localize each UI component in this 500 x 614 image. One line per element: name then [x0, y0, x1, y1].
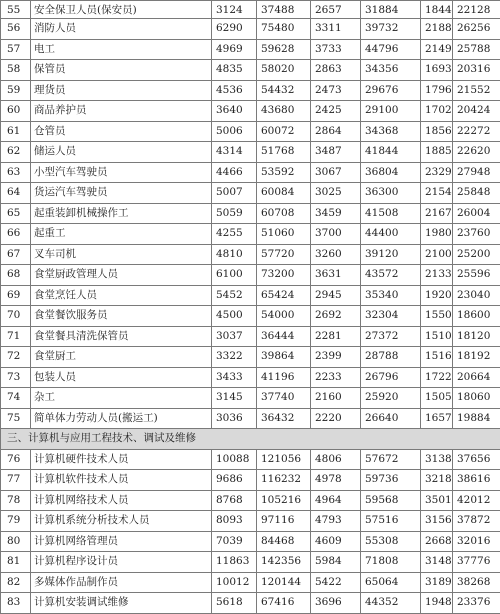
wage-value-cell: 18060 — [453, 388, 500, 409]
wage-value-cell: 5618 — [212, 593, 257, 614]
occupation-name: 货运汽车驾驶员 — [31, 183, 212, 204]
wage-value-cell: 3037 — [212, 326, 257, 347]
wage-value-cell: 120144 — [257, 572, 311, 593]
wage-value-cell: 25596 — [453, 265, 500, 286]
row-number: 77 — [1, 470, 31, 491]
table-row — [1, 449, 500, 470]
wage-value-cell: 25788 — [453, 39, 500, 60]
wage-value-cell: 1856 — [421, 121, 453, 142]
wage-value-cell: 3218 — [421, 470, 453, 491]
occupation-name: 简单体力劳动人员(搬运工) — [31, 408, 212, 429]
wage-value-cell: 55308 — [361, 531, 421, 552]
wage-value-cell: 2220 — [311, 408, 361, 429]
wage-value-cell: 3036 — [212, 408, 257, 429]
wage-value-cell: 3733 — [311, 39, 361, 60]
row-number: 59 — [1, 80, 31, 101]
wage-value-cell: 57516 — [361, 511, 421, 532]
wage-value-cell: 2473 — [311, 80, 361, 101]
row-number: 75 — [1, 408, 31, 429]
table-row — [1, 285, 500, 306]
wage-value-cell: 42012 — [453, 490, 500, 511]
wage-value-cell: 67416 — [257, 593, 311, 614]
wage-value-cell: 2167 — [421, 203, 453, 224]
wage-value-cell: 3696 — [311, 593, 361, 614]
row-number: 66 — [1, 224, 31, 245]
wage-value-cell: 39120 — [361, 244, 421, 265]
occupation-name: 多媒体作品制作员 — [31, 572, 212, 593]
wage-value-cell: 60072 — [257, 121, 311, 142]
wage-value-cell: 35340 — [361, 285, 421, 306]
table-row — [1, 531, 500, 552]
wage-value-cell: 4609 — [311, 531, 361, 552]
occupation-name: 储运人员 — [31, 142, 212, 163]
section-header — [1, 429, 500, 450]
wage-value-cell: 57720 — [257, 244, 311, 265]
wage-value-cell: 1505 — [421, 388, 453, 409]
wage-value-cell: 58020 — [257, 60, 311, 81]
wage-value-cell: 4969 — [212, 39, 257, 60]
wage-value-cell: 26004 — [453, 203, 500, 224]
occupation-name: 食堂厨政管理人员 — [31, 265, 212, 286]
wage-value-cell: 25200 — [453, 244, 500, 265]
occupation-name: 计算机网络管理员 — [31, 531, 212, 552]
wage-value-cell: 5984 — [311, 552, 361, 573]
wage-value-cell: 3631 — [311, 265, 361, 286]
wage-value-cell: 41508 — [361, 203, 421, 224]
wage-value-cell: 65424 — [257, 285, 311, 306]
wage-value-cell: 2160 — [311, 388, 361, 409]
wage-value-cell: 7039 — [212, 531, 257, 552]
wage-value-cell: 21552 — [453, 80, 500, 101]
wage-value-cell: 6100 — [212, 265, 257, 286]
wage-value-cell: 3124 — [212, 1, 257, 19]
wage-value-cell: 44400 — [361, 224, 421, 245]
occupation-name: 电工 — [31, 39, 212, 60]
row-number: 83 — [1, 593, 31, 614]
wage-value-cell: 43572 — [361, 265, 421, 286]
wage-value-cell: 26640 — [361, 408, 421, 429]
wage-value-cell: 54432 — [257, 80, 311, 101]
occupation-name: 包装人员 — [31, 367, 212, 388]
table-row — [1, 511, 500, 532]
wage-value-cell: 5007 — [212, 183, 257, 204]
table-row — [1, 408, 500, 429]
wage-value-cell: 1844 — [421, 1, 453, 19]
table-row — [1, 39, 500, 60]
table-row — [1, 60, 500, 81]
wage-value-cell: 1980 — [421, 224, 453, 245]
wage-value-cell: 3640 — [212, 101, 257, 122]
wage-value-cell: 26256 — [453, 19, 500, 40]
wage-value-cell: 3148 — [421, 552, 453, 573]
section-title: 三、计算机与应用工程技术、调试及维修 — [1, 429, 500, 450]
wage-value-cell: 1550 — [421, 306, 453, 327]
wage-value-cell: 32016 — [453, 531, 500, 552]
row-number: 73 — [1, 367, 31, 388]
wage-value-cell: 53592 — [257, 162, 311, 183]
wage-value-cell: 11863 — [212, 552, 257, 573]
row-number: 71 — [1, 326, 31, 347]
wage-value-cell: 25848 — [453, 183, 500, 204]
wage-value-cell: 27948 — [453, 162, 500, 183]
table-row — [1, 470, 500, 491]
row-number: 81 — [1, 552, 31, 573]
wage-value-cell: 3459 — [311, 203, 361, 224]
table-row — [1, 306, 500, 327]
wage-value-cell: 27372 — [361, 326, 421, 347]
wage-value-cell: 5006 — [212, 121, 257, 142]
wage-value-cell: 23040 — [453, 285, 500, 306]
occupation-name: 小型汽车驾驶员 — [31, 162, 212, 183]
wage-value-cell: 41844 — [361, 142, 421, 163]
wage-value-cell: 5452 — [212, 285, 257, 306]
row-number: 62 — [1, 142, 31, 163]
occupation-name: 食堂烹饪人员 — [31, 285, 212, 306]
wage-value-cell: 8768 — [212, 490, 257, 511]
wage-value-cell: 22128 — [453, 1, 500, 19]
wage-value-cell: 26796 — [361, 367, 421, 388]
wage-value-cell: 51768 — [257, 142, 311, 163]
wage-value-cell: 2945 — [311, 285, 361, 306]
occupation-name: 消防人员 — [31, 19, 212, 40]
table-row — [1, 203, 500, 224]
wage-value-cell: 1516 — [421, 347, 453, 368]
wage-value-cell: 2668 — [421, 531, 453, 552]
wage-value-cell: 36444 — [257, 326, 311, 347]
row-number: 79 — [1, 511, 31, 532]
wage-value-cell: 38616 — [453, 470, 500, 491]
wage-value-cell: 60084 — [257, 183, 311, 204]
row-number: 60 — [1, 101, 31, 122]
wage-value-cell: 4500 — [212, 306, 257, 327]
wage-value-cell: 4964 — [311, 490, 361, 511]
wage-value-cell: 142356 — [257, 552, 311, 573]
wage-value-cell: 37488 — [257, 1, 311, 19]
occupation-name: 计算机程序设计员 — [31, 552, 212, 573]
wage-value-cell: 65064 — [361, 572, 421, 593]
table-row — [1, 572, 500, 593]
wage-value-cell: 36804 — [361, 162, 421, 183]
wage-value-cell: 43680 — [257, 101, 311, 122]
wage-value-cell: 2133 — [421, 265, 453, 286]
wage-value-cell: 3025 — [311, 183, 361, 204]
row-number: 64 — [1, 183, 31, 204]
row-number: 67 — [1, 244, 31, 265]
table-row — [1, 593, 500, 614]
wage-value-cell: 2188 — [421, 19, 453, 40]
wage-value-cell: 6290 — [212, 19, 257, 40]
occupation-name: 食堂厨工 — [31, 347, 212, 368]
row-number: 80 — [1, 531, 31, 552]
wage-value-cell: 23760 — [453, 224, 500, 245]
wage-value-cell: 3700 — [311, 224, 361, 245]
table-row — [1, 1, 500, 19]
wage-value-cell: 18192 — [453, 347, 500, 368]
wage-value-cell: 2233 — [311, 367, 361, 388]
wage-value-cell: 44796 — [361, 39, 421, 60]
wage-value-cell: 2100 — [421, 244, 453, 265]
wage-value-cell: 37776 — [453, 552, 500, 573]
wage-value-cell: 20664 — [453, 367, 500, 388]
table-row — [1, 19, 500, 40]
row-number: 58 — [1, 60, 31, 81]
wage-value-cell: 2692 — [311, 306, 361, 327]
row-number: 70 — [1, 306, 31, 327]
wage-value-cell: 57672 — [361, 449, 421, 470]
table-row — [1, 142, 500, 163]
occupation-name: 商品养护员 — [31, 101, 212, 122]
wage-value-cell: 4806 — [311, 449, 361, 470]
wage-value-cell: 23376 — [453, 593, 500, 614]
row-number: 55 — [1, 1, 31, 19]
wage-value-cell: 1920 — [421, 285, 453, 306]
wage-value-cell: 39864 — [257, 347, 311, 368]
wage-value-cell: 18600 — [453, 306, 500, 327]
occupation-name: 计算机硬件技术人员 — [31, 449, 212, 470]
wage-value-cell: 19884 — [453, 408, 500, 429]
wage-value-cell: 1657 — [421, 408, 453, 429]
table-row — [1, 80, 500, 101]
wage-value-cell: 5422 — [311, 572, 361, 593]
row-number: 56 — [1, 19, 31, 40]
wage-value-cell: 2149 — [421, 39, 453, 60]
occupation-name: 起重装卸机械操作工 — [31, 203, 212, 224]
wage-value-cell: 2864 — [311, 121, 361, 142]
wage-value-cell: 51060 — [257, 224, 311, 245]
wage-value-cell: 29676 — [361, 80, 421, 101]
wage-value-cell: 105216 — [257, 490, 311, 511]
occupation-name: 理货员 — [31, 80, 212, 101]
table-row — [1, 162, 500, 183]
wage-value-cell: 59736 — [361, 470, 421, 491]
occupation-name: 安全保卫人员(保安员) — [31, 1, 212, 19]
occupation-name: 食堂餐具清洗保管员 — [31, 326, 212, 347]
table-row — [1, 326, 500, 347]
row-number: 68 — [1, 265, 31, 286]
wage-value-cell: 22272 — [453, 121, 500, 142]
wage-value-cell: 121056 — [257, 449, 311, 470]
wage-value-cell: 1702 — [421, 101, 453, 122]
wage-value-cell: 25920 — [361, 388, 421, 409]
row-number: 76 — [1, 449, 31, 470]
wage-value-cell: 2329 — [421, 162, 453, 183]
wage-value-cell: 39732 — [361, 19, 421, 40]
table-row — [1, 121, 500, 142]
wage-value-cell: 3433 — [212, 367, 257, 388]
wage-value-cell: 29100 — [361, 101, 421, 122]
wage-value-cell: 10088 — [212, 449, 257, 470]
section-row — [1, 429, 500, 450]
wage-value-cell: 3501 — [421, 490, 453, 511]
wage-value-cell: 18120 — [453, 326, 500, 347]
wage-value-cell: 4978 — [311, 470, 361, 491]
wage-value-cell: 22620 — [453, 142, 500, 163]
wage-value-cell: 31884 — [361, 1, 421, 19]
occupation-name: 食堂餐饮服务员 — [31, 306, 212, 327]
wage-value-cell: 60708 — [257, 203, 311, 224]
occupation-name: 计算机安装调试维修 — [31, 593, 212, 614]
wage-value-cell: 54000 — [257, 306, 311, 327]
wage-value-cell: 36300 — [361, 183, 421, 204]
row-number: 74 — [1, 388, 31, 409]
wage-value-cell: 3145 — [212, 388, 257, 409]
occupation-name: 叉车司机 — [31, 244, 212, 265]
wage-value-cell: 116232 — [257, 470, 311, 491]
wage-value-cell: 37872 — [453, 511, 500, 532]
wage-value-cell: 3260 — [311, 244, 361, 265]
table-row — [1, 265, 500, 286]
table-row — [1, 347, 500, 368]
table-row — [1, 183, 500, 204]
wage-value-cell: 4810 — [212, 244, 257, 265]
wage-value-cell: 71808 — [361, 552, 421, 573]
wage-value-cell: 3189 — [421, 572, 453, 593]
wage-value-cell: 3322 — [212, 347, 257, 368]
wage-value-cell: 4466 — [212, 162, 257, 183]
wage-value-cell: 1693 — [421, 60, 453, 81]
wage-value-cell: 3487 — [311, 142, 361, 163]
occupation-name: 计算机网络技术人员 — [31, 490, 212, 511]
wage-value-cell: 34356 — [361, 60, 421, 81]
wage-value-cell: 3311 — [311, 19, 361, 40]
table-row — [1, 388, 500, 409]
occupation-name: 计算机软件技术人员 — [31, 470, 212, 491]
wage-value-cell: 5059 — [212, 203, 257, 224]
row-number: 69 — [1, 285, 31, 306]
table-row — [1, 244, 500, 265]
wage-value-cell: 37656 — [453, 449, 500, 470]
wage-value-cell: 37740 — [257, 388, 311, 409]
wage-value-cell: 28788 — [361, 347, 421, 368]
wage-value-cell: 84468 — [257, 531, 311, 552]
wage-value-cell: 3067 — [311, 162, 361, 183]
wage-value-cell: 4835 — [212, 60, 257, 81]
wage-value-cell: 4314 — [212, 142, 257, 163]
occupation-name: 起重工 — [31, 224, 212, 245]
wage-value-cell: 75480 — [257, 19, 311, 40]
wage-value-cell: 59568 — [361, 490, 421, 511]
row-number: 57 — [1, 39, 31, 60]
wage-value-cell: 8093 — [212, 511, 257, 532]
row-number: 65 — [1, 203, 31, 224]
table-body-lower — [1, 449, 500, 613]
wage-value-cell: 2425 — [311, 101, 361, 122]
wage-value-cell: 32304 — [361, 306, 421, 327]
wage-value-cell: 1948 — [421, 593, 453, 614]
wage-value-cell: 1722 — [421, 367, 453, 388]
wage-value-cell: 38268 — [453, 572, 500, 593]
table-row — [1, 224, 500, 245]
wage-value-cell: 3156 — [421, 511, 453, 532]
table-row — [1, 490, 500, 511]
wage-value-cell: 59628 — [257, 39, 311, 60]
occupation-name: 保管员 — [31, 60, 212, 81]
row-number: 72 — [1, 347, 31, 368]
wage-value-cell: 1796 — [421, 80, 453, 101]
wage-value-cell: 1885 — [421, 142, 453, 163]
wage-value-cell: 4255 — [212, 224, 257, 245]
table-body-upper — [1, 1, 500, 429]
wage-value-cell: 1510 — [421, 326, 453, 347]
wage-value-cell: 2154 — [421, 183, 453, 204]
wage-value-cell: 36432 — [257, 408, 311, 429]
wage-value-cell: 73200 — [257, 265, 311, 286]
wage-value-cell: 34368 — [361, 121, 421, 142]
row-number: 63 — [1, 162, 31, 183]
wage-value-cell: 9686 — [212, 470, 257, 491]
row-number: 82 — [1, 572, 31, 593]
wage-value-cell: 20424 — [453, 101, 500, 122]
wage-value-cell: 2657 — [311, 1, 361, 19]
table-row — [1, 101, 500, 122]
row-number: 61 — [1, 121, 31, 142]
wage-value-cell: 44352 — [361, 593, 421, 614]
wage-value-cell: 41196 — [257, 367, 311, 388]
occupation-name: 杂工 — [31, 388, 212, 409]
occupation-name: 计算机系统分析技术人员 — [31, 511, 212, 532]
wage-value-cell: 2281 — [311, 326, 361, 347]
wage-value-cell: 2863 — [311, 60, 361, 81]
wage-value-cell: 4793 — [311, 511, 361, 532]
row-number: 78 — [1, 490, 31, 511]
wage-value-cell: 2399 — [311, 347, 361, 368]
wage-value-cell: 4536 — [212, 80, 257, 101]
wage-value-cell: 97116 — [257, 511, 311, 532]
wage-value-cell: 10012 — [212, 572, 257, 593]
wage-value-cell: 3138 — [421, 449, 453, 470]
occupation-name: 仓管员 — [31, 121, 212, 142]
wage-value-cell: 20316 — [453, 60, 500, 81]
table-row — [1, 552, 500, 573]
table-row — [1, 367, 500, 388]
